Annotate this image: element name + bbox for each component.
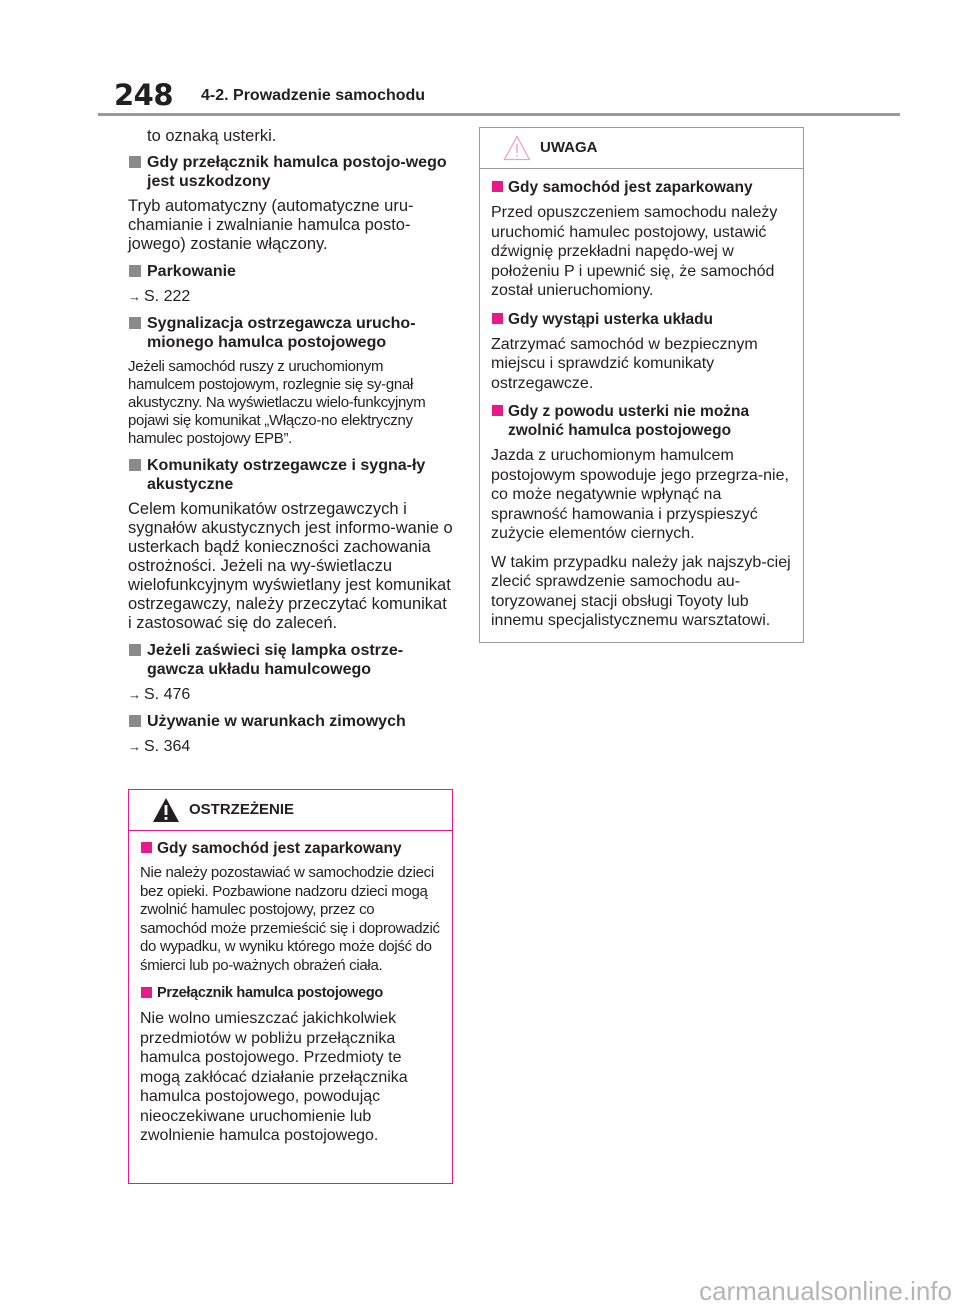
caution-box <box>479 127 804 643</box>
page-number: 248 <box>114 78 174 112</box>
continuation-text: to oznaką usterki. <box>147 127 277 145</box>
caution-box-header <box>480 128 803 169</box>
paragraph-signalization: Jeżeli samochód ruszy z uruchomionym hamulcem postojowym, rozlegnie się sy-gnał akustyczny. Na wyświetlaczu wielo-funkcyjnym pojawi się komunikat „Włączo-no elektryczny hamulec postojowy EPB”. <box>128 358 426 447</box>
ref-parking[interactable]: → S. 222 <box>128 288 191 305</box>
heading-messages: Komunikaty ostrzegawcze i sygna-ły akustyczne <box>128 456 453 494</box>
bullet-square-icon <box>129 644 141 656</box>
caution-heading-release: Gdy z powodu usterki nie można zwolnić hamulca postojowego <box>491 402 792 440</box>
caution-triangle-icon <box>502 134 532 162</box>
bullet-square-icon <box>492 313 503 324</box>
header-rule <box>98 113 900 116</box>
warning-box-body <box>129 831 452 1146</box>
caution-heading-parked: Gdy samochód jest zaparkowany <box>491 178 792 197</box>
ref-winter[interactable]: → S. 364 <box>128 738 191 755</box>
warning-paragraph-parked: Nie należy pozostawiać w samochodzie dzieci bez opieki. Pozbawione nadzoru dzieci mogą zwolnić hamulec postojowy, przez co samochód może przemieścić się i doprowadzić do wypadku, w wyniku którego może dojść do śmierci lub po-ważnych obrażeń ciała. <box>140 864 440 974</box>
bullet-square-icon <box>129 715 141 727</box>
page-header <box>98 78 898 118</box>
caution-paragraph-parked: Przed opuszczeniem samochodu należy uruchomić hamulec postojowy, ustawić dźwignię przekładni napędo-wej w położeniu P i upewnić się, że samochód został unieruchomiony. <box>491 204 778 299</box>
heading-switch-failure: Gdy przełącznik hamulca postojo-wego jest uszkodzony <box>128 153 453 191</box>
bullet-square-icon <box>492 405 503 416</box>
bullet-square-icon <box>141 987 152 998</box>
caution-paragraph-failure: Zatrzymać samochód w bezpiecznym miejscu i sprawdzić komunikaty ostrzegawcze. <box>491 335 758 392</box>
caution-paragraph-release-2: W takim przypadku należy jak najszyb-ciej zlecić sprawdzenie samochodu au-toryzowanej stacji obsługi Toyoty lub innemu specjalistycznemu warsztatowi. <box>491 553 791 629</box>
warning-heading-parked: Gdy samochód jest zaparkowany <box>140 839 441 858</box>
watermark: carmanualsonline.info <box>699 1276 952 1306</box>
heading-signalization: Sygnalizacja ostrzegawcza urucho-mionego hamulca postojowego <box>128 314 453 352</box>
arrow-right-icon: → <box>128 289 141 304</box>
warning-box-header <box>129 790 452 831</box>
bullet-square-icon <box>141 842 152 853</box>
caution-box-title: UWAGA <box>540 139 598 156</box>
bullet-square-icon <box>129 265 141 277</box>
heading-winter: Używanie w warunkach zimowych <box>128 712 453 731</box>
warning-box <box>128 789 453 1184</box>
heading-warning-lamp: Jeżeli zaświeci się lampka ostrze-gawcza układu hamulcowego <box>128 641 453 679</box>
bullet-square-icon <box>492 181 503 192</box>
section-title: 4-2. Prowadzenie samochodu <box>201 87 426 104</box>
warning-paragraph-switch: Nie wolno umieszczać jakichkolwiek przedmiotów w pobliżu przełącznika hamulca postojowego. Przedmioty te mogą zakłócać działanie przełącznika hamulca postojowego, powodując nieoczekiwane uruchomienie lub zwolnienie hamulca postojowego. <box>140 1010 408 1144</box>
heading-parking: Parkowanie <box>128 262 453 281</box>
caution-heading-failure: Gdy wystąpi usterka układu <box>491 310 792 329</box>
warning-triangle-icon <box>151 796 181 824</box>
caution-paragraph-release-1: Jazda z uruchomionym hamulcem postojowym spowoduje jego przegrza-nie, co może negatywnie wpłynąć na sprawność hamowania i przyspieszyć zużycie elementów ciernych. <box>491 447 789 542</box>
caution-box-body <box>480 169 803 631</box>
paragraph-switch-failure: Tryb automatyczny (automatyczne uru-chamianie i zwalnianie hamulca posto-jowego) zostanie włączony. <box>128 197 414 253</box>
arrow-right-icon: → <box>128 739 141 754</box>
left-column <box>128 127 453 764</box>
bullet-square-icon <box>129 459 141 471</box>
bullet-square-icon <box>129 317 141 329</box>
warning-heading-switch: Przełącznik hamulca postojowego <box>140 984 441 1003</box>
bullet-square-icon <box>129 156 141 168</box>
paragraph-messages: Celem komunikatów ostrzegawczych i sygnałów akustycznych jest informo-wanie o usterkach bądź konieczności zachowania ostrożności. Jeżeli na wy-świetlaczu wielofunkcyjnym wyświetlany jest komunikat ostrzegawczy, należy przeczytać komunikat i zastosować się do zaleceń. <box>128 500 453 632</box>
warning-box-title: OSTRZEŻENIE <box>189 801 295 818</box>
arrow-right-icon: → <box>128 687 141 702</box>
ref-warning-lamp[interactable]: → S. 476 <box>128 686 191 703</box>
